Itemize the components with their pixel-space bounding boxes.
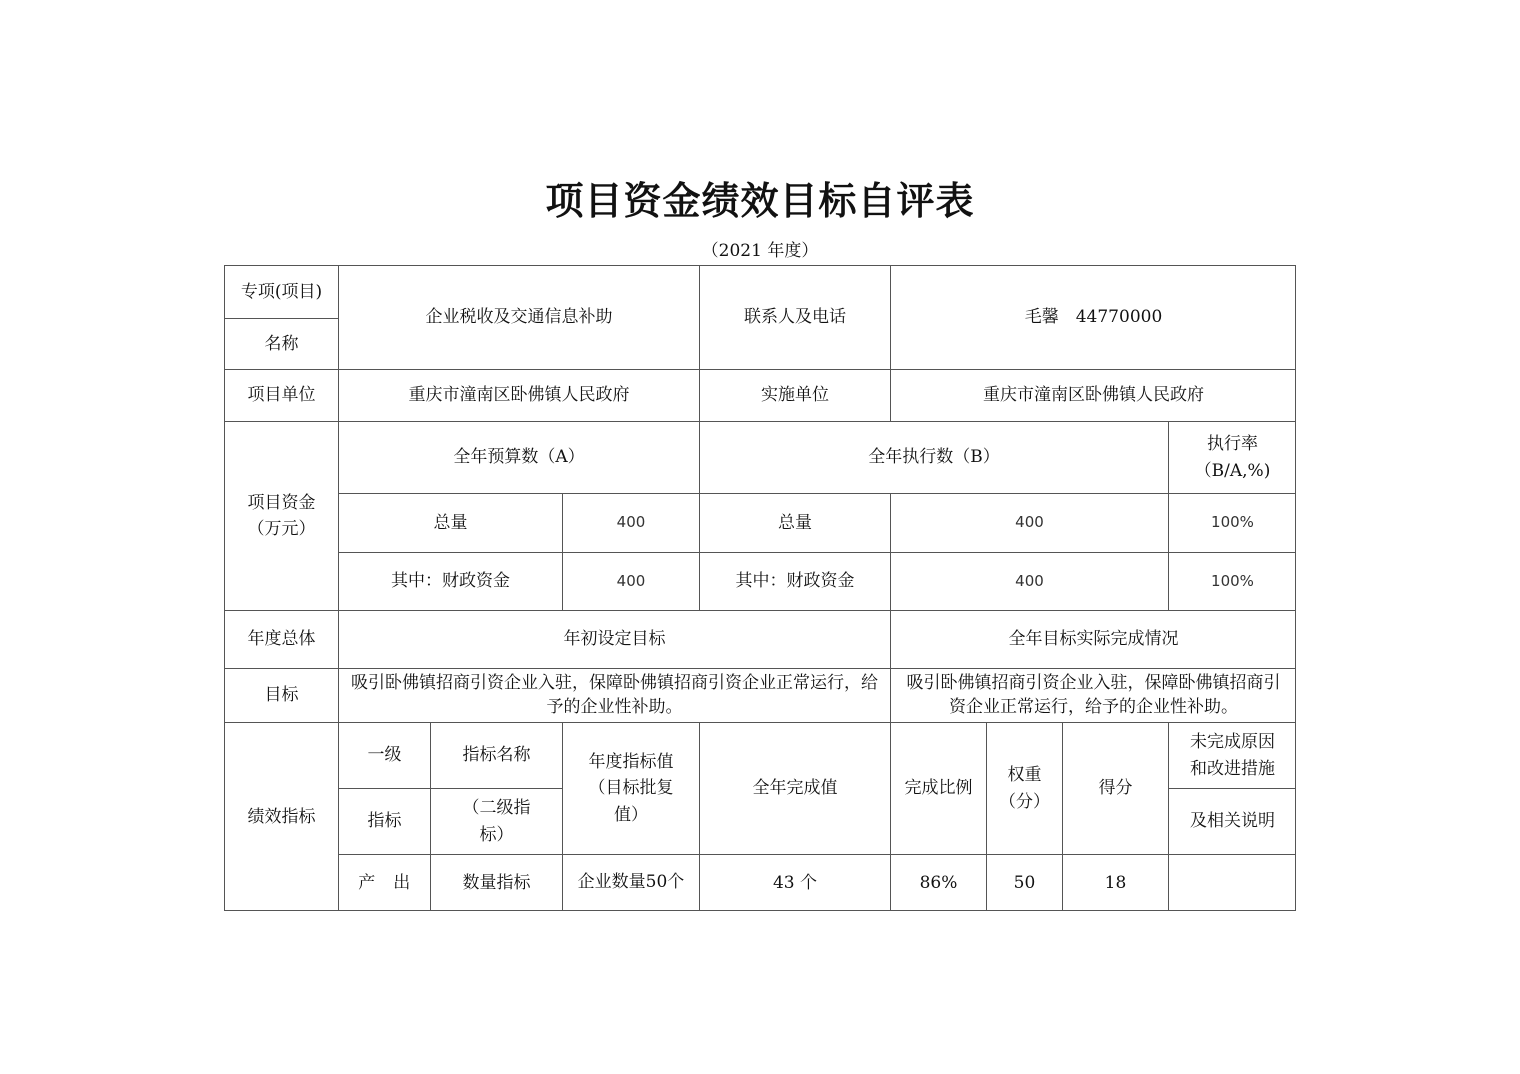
exec-total-label: 总量 bbox=[700, 494, 891, 553]
project-unit-value: 重庆市潼南区卧佛镇人民政府 bbox=[339, 370, 700, 422]
header-name-1: 指标名称 bbox=[431, 723, 563, 789]
project-name-label-2: 名称 bbox=[225, 319, 339, 370]
contact-value: 毛馨 44770000 bbox=[891, 266, 1296, 370]
header-actual: 全年完成值 bbox=[700, 723, 891, 855]
budget-fiscal-label: 其中：财政资金 bbox=[339, 553, 563, 611]
row-actual: 43 个 bbox=[700, 855, 891, 911]
budget-total-label: 总量 bbox=[339, 494, 563, 553]
funds-label: 项目资金（万元） bbox=[225, 422, 339, 611]
header-target: 年度指标值（目标批复值） bbox=[563, 723, 700, 855]
row-level: 产 出 bbox=[339, 855, 431, 911]
header-weight: 权重（分） bbox=[987, 723, 1063, 855]
indicators-label: 绩效指标 bbox=[225, 723, 339, 911]
budget-header: 全年预算数（A） bbox=[339, 422, 700, 494]
self-evaluation-table bbox=[224, 265, 1296, 911]
planned-goal-header: 年初设定目标 bbox=[339, 611, 891, 669]
impl-unit-label: 实施单位 bbox=[700, 370, 891, 422]
exec-fiscal-label: 其中：财政资金 bbox=[700, 553, 891, 611]
exec-fiscal-value: 400 bbox=[891, 553, 1169, 611]
row-ratio: 86% bbox=[891, 855, 987, 911]
row-reason bbox=[1169, 855, 1296, 911]
header-reason-1: 未完成原因和改进措施 bbox=[1169, 723, 1296, 789]
goal-label-2: 目标 bbox=[225, 669, 339, 723]
rate-header: 执行率（B/A,%) bbox=[1169, 422, 1296, 494]
header-level-1: 一级 bbox=[339, 723, 431, 789]
contact-label: 联系人及电话 bbox=[700, 266, 891, 370]
project-name-label-1: 专项(项目) bbox=[225, 266, 339, 319]
actual-goal-text: 吸引卧佛镇招商引资企业入驻，保障卧佛镇招商引资企业正常运行，给予的企业性补助。 bbox=[891, 669, 1296, 723]
budget-fiscal-value: 400 bbox=[563, 553, 700, 611]
header-level-2: 指标 bbox=[339, 789, 431, 855]
rate-total-value: 100% bbox=[1169, 494, 1296, 553]
page-title: 项目资金绩效目标自评表 bbox=[545, 178, 975, 223]
goal-label-1: 年度总体 bbox=[225, 611, 339, 669]
year-subtitle: （2021 年度） bbox=[701, 241, 819, 261]
planned-goal-text: 吸引卧佛镇招商引资企业入驻，保障卧佛镇招商引资企业正常运行，给予的企业性补助。 bbox=[339, 669, 891, 723]
row-target: 企业数量50个 bbox=[563, 855, 700, 911]
header-ratio: 完成比例 bbox=[891, 723, 987, 855]
budget-total-value: 400 bbox=[563, 494, 700, 553]
actual-goal-header: 全年目标实际完成情况 bbox=[891, 611, 1296, 669]
row-name: 数量指标 bbox=[431, 855, 563, 911]
project-name-value: 企业税收及交通信息补助 bbox=[339, 266, 700, 370]
exec-header: 全年执行数（B） bbox=[700, 422, 1169, 494]
impl-unit-value: 重庆市潼南区卧佛镇人民政府 bbox=[891, 370, 1296, 422]
rate-fiscal-value: 100% bbox=[1169, 553, 1296, 611]
header-score: 得分 bbox=[1063, 723, 1169, 855]
header-reason-2: 及相关说明 bbox=[1169, 789, 1296, 855]
project-unit-label: 项目单位 bbox=[225, 370, 339, 422]
header-name-2: （二级指标） bbox=[431, 789, 563, 855]
row-weight: 50 bbox=[987, 855, 1063, 911]
exec-total-value: 400 bbox=[891, 494, 1169, 553]
row-score: 18 bbox=[1063, 855, 1169, 911]
